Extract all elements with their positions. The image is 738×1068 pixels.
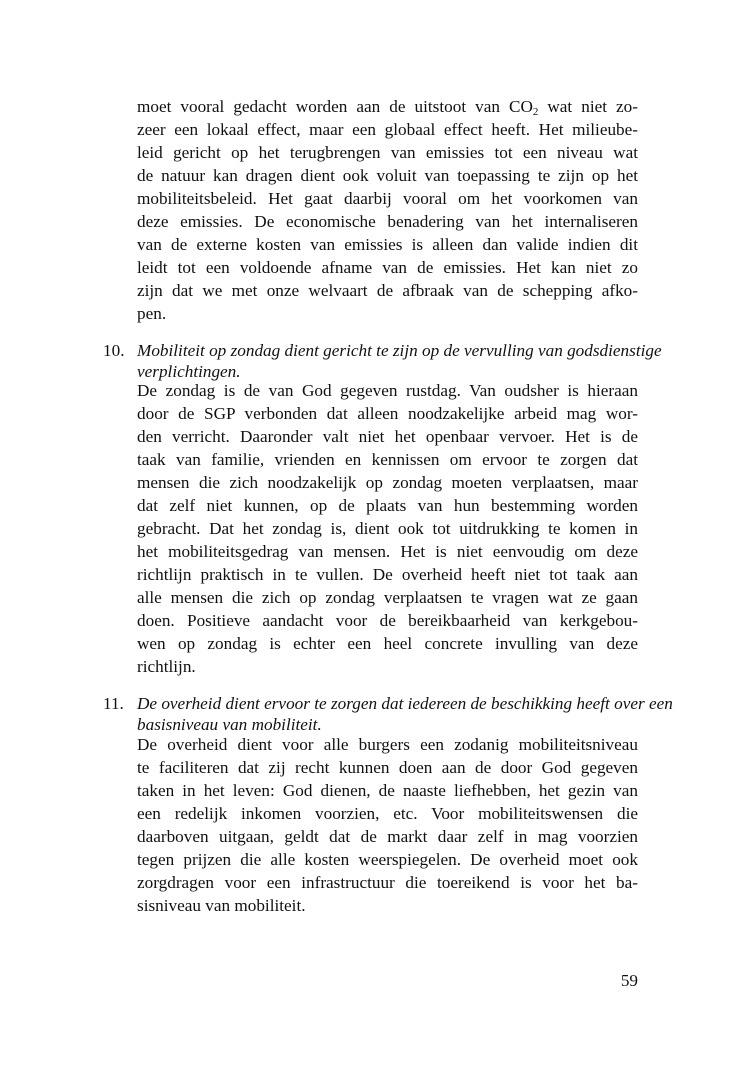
- text-line: mobiliteitsbeleid. Het gaat daarbij vooral om het voorkomen van: [137, 189, 638, 208]
- text-line: leidt tot een voldoende afname van de emissies. Het kan niet zo: [137, 258, 638, 277]
- text-line: door de SGP verbonden dat alleen noodzakelijke arbeid mag wor-: [137, 404, 638, 423]
- text-line: taak van familie, vrienden en kennissen om ervoor te zorgen dat: [137, 450, 638, 469]
- text-line: deze emissies. De economische benadering van het internaliseren: [137, 212, 638, 231]
- text-line: zorgdragen voor een infrastructuur die toereikend is voor het ba-: [137, 873, 638, 892]
- text-line: de natuur kan dragen dient ook voluit van toepassing te zijn op het: [137, 166, 638, 185]
- text-line: wen op zondag is echter een heel concrete invulling van deze: [137, 634, 638, 653]
- text-fragment: moet vooral gedacht worden aan de uitstoot van CO: [137, 97, 533, 116]
- item-heading-line: De overheid dient ervoor te zorgen dat iedereen de beschikking heeft over een: [137, 694, 673, 713]
- text-line: dat zelf niet kunnen, op de plaats van hun bestemming worden: [137, 496, 638, 515]
- page-number: 59: [620, 971, 638, 990]
- text-line: richtlijn.: [137, 657, 196, 676]
- item-heading-line: verplichtingen.: [137, 362, 241, 381]
- text-line: De overheid dient voor alle burgers een zodanig mobiliteitsniveau: [137, 735, 638, 754]
- text-line: zijn dat we met onze welvaart de afbraak van de schepping afko-: [137, 281, 638, 300]
- item-number: 11.: [103, 694, 124, 713]
- text-line: sisniveau van mobiliteit.: [137, 896, 306, 915]
- text-line: een redelijk inkomen voorzien, etc. Voor mobiliteitswensen die: [137, 804, 638, 823]
- text-line: pen.: [137, 304, 167, 323]
- item-number: 10.: [103, 341, 125, 360]
- text-line: zeer een lokaal effect, maar een globaal effect heeft. Het milieube-: [137, 120, 638, 139]
- text-line: mensen die zich noodzakelijk op zondag moeten verplaatsen, maar: [137, 473, 638, 492]
- text-line: daarboven uitgaan, geldt dat de markt daar zelf in mag voorzien: [137, 827, 638, 846]
- text-line: gebracht. Dat het zondag is, dient ook tot uitdrukking te komen in: [137, 519, 638, 538]
- text-line: alle mensen die zich op zondag verplaatsen te vragen wat ze gaan: [137, 588, 638, 607]
- text-line: De zondag is de van God gegeven rustdag. Van oudsher is hieraan: [137, 381, 638, 400]
- item-heading-line: basisniveau van mobiliteit.: [137, 715, 322, 734]
- item-heading-line: Mobiliteit op zondag dient gericht te zijn op de vervulling van godsdienstige: [137, 341, 662, 360]
- text-line: leid gericht op het terugbrengen van emissies tot een niveau wat: [137, 143, 638, 162]
- text-line: tegen prijzen die alle kosten weerspiegelen. De overheid moet ook: [137, 850, 638, 869]
- text-line: te faciliteren dat zij recht kunnen doen aan de door God gegeven: [137, 758, 638, 777]
- subscript: 2: [532, 106, 539, 118]
- text-line: het mobiliteitsgedrag van mensen. Het is niet eenvoudig om deze: [137, 542, 638, 561]
- text-line: taken in het leven: God dienen, de naaste liefhebben, het gezin van: [137, 781, 638, 800]
- text-line: van de externe kosten van emissies is alleen dan valide indien dit: [137, 235, 638, 254]
- text-line: den verricht. Daaronder valt niet het openbaar vervoer. Het is de: [137, 427, 638, 446]
- text-line: [137, 96, 638, 118]
- text-line: doen. Positieve aandacht voor de bereikbaarheid van kerkgebou-: [137, 611, 638, 630]
- text-fragment: wat niet zo-: [538, 97, 638, 116]
- text-line: richtlijn praktisch in te vullen. De overheid heeft niet tot taak aan: [137, 565, 638, 584]
